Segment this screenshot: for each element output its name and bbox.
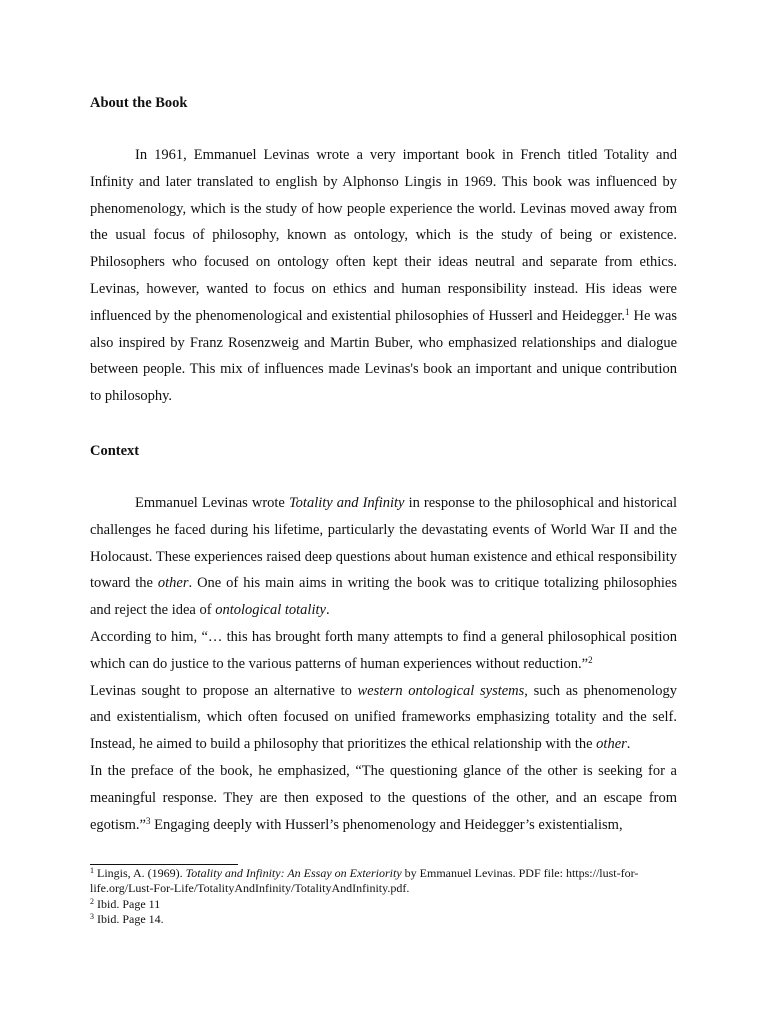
western-ontological-systems-italic: western ontological systems [357, 682, 525, 699]
context-section-body [90, 490, 677, 838]
footnote-3-text: Ibid. Page 14. [94, 912, 164, 927]
about-paragraph-text-a: In 1961, Emmanuel Levinas wrote a very important book in French titled Totality and Infinity and later translated to english by Alphonso Lingis in 1969. This book was influenced by phenomenology, which is the study of how people experience the world. Levinas moved away from the usual focus of philosophy, known as ontology, which is the study of being or existence. Philosophers who focused on ontology often kept their ideas neutral and separate from ethics. Levinas, however, wanted to focus on ethics and human responsibility instead. His ideas were influenced by the phenomenological and existential philosophies of Husserl and Heidegger. [90, 147, 677, 324]
other-italic-2: other [596, 736, 627, 753]
context-p3-text-b: , such as phenomenology and existentialism, which often focused on unified frameworks emphasizing totality and the self. Instead, he aimed to build a philosophy that prioritizes the ethical relationship with the [90, 682, 677, 753]
about-paragraph [90, 142, 677, 410]
context-p1-text-c: . One of his main aims in writing the book was to critique totalizing philosophies and reject the idea of [90, 575, 678, 619]
context-p2-text: According to him, “… this has brought forth many attempts to find a general philosophical position which can do justice to the various patterns of human experiences without reduction.” [90, 628, 677, 672]
context-paragraph-3 [90, 678, 677, 758]
footnote-1 [90, 866, 680, 897]
footnote-ref-1[interactable]: 1 [625, 306, 630, 317]
section-heading-context: Context [90, 443, 140, 459]
context-paragraph-4 [90, 758, 677, 838]
context-paragraph-1 [90, 490, 677, 624]
context-p3-text-a: Levinas sought to propose an alternative to [90, 682, 358, 699]
context-paragraph-2 [90, 624, 677, 678]
section-heading-about: About the Book [90, 95, 188, 111]
footnote-ref-3[interactable]: 3 [145, 815, 151, 826]
footnote-1-title: Totality and Infinity: An Essay on Exteriority [185, 866, 402, 880]
about-paragraph-text-b: He was also inspired by Franz Rosenzweig and Martin Buber, who emphasized relationships and dialogue between people. This mix of influences made Levinas's book an important and unique contribution to philosophy. [90, 307, 677, 405]
context-p1-text-d: . [325, 602, 330, 619]
context-p4-text-b: Engaging deeply with Husserl’s phenomenology and Heidegger’s existentialism, [150, 816, 623, 833]
footnote-3 [90, 912, 680, 927]
context-p1-text-a: Emmanuel Levinas wrote [135, 495, 289, 511]
footnote-2 [90, 897, 680, 912]
context-p3-text-c: . [626, 736, 631, 753]
about-section-body [90, 142, 677, 410]
footnotes [90, 866, 680, 928]
footnote-1-text-b: by Emmanuel Levinas. PDF file: https://lust-for-life.org/Lust-For-Life/TotalityAndInfinity/TotalityAndInfinity.pdf. [90, 866, 639, 896]
ontological-totality-italic: ontological totality [215, 602, 326, 619]
footnote-separator [90, 864, 238, 865]
book-title-italic: Totality and Infinity [288, 495, 405, 511]
footnote-3-number: 3 [90, 912, 94, 922]
context-p1-text-b: in response to the philosophical and historical challenges he faced during his lifetime, particularly the devastating events of World War II and the Holocaust. These experiences raised deep questions about human existence and ethical responsibility toward the [90, 495, 678, 592]
other-italic: other [157, 575, 189, 592]
footnote-ref-2[interactable]: 2 [588, 654, 593, 665]
footnote-2-number: 2 [90, 896, 94, 906]
footnote-1-text-a: Lingis, A. (1969). [94, 866, 186, 880]
context-p4-text-a: In the preface of the book, he emphasized, “The questioning glance of the other is seeking for a meaningful response. They are then exposed to the questions of the other, and an escape from egotism.” [90, 762, 677, 833]
footnote-2-text: Ibid. Page 11 [94, 896, 161, 911]
footnote-1-number: 1 [90, 866, 94, 875]
